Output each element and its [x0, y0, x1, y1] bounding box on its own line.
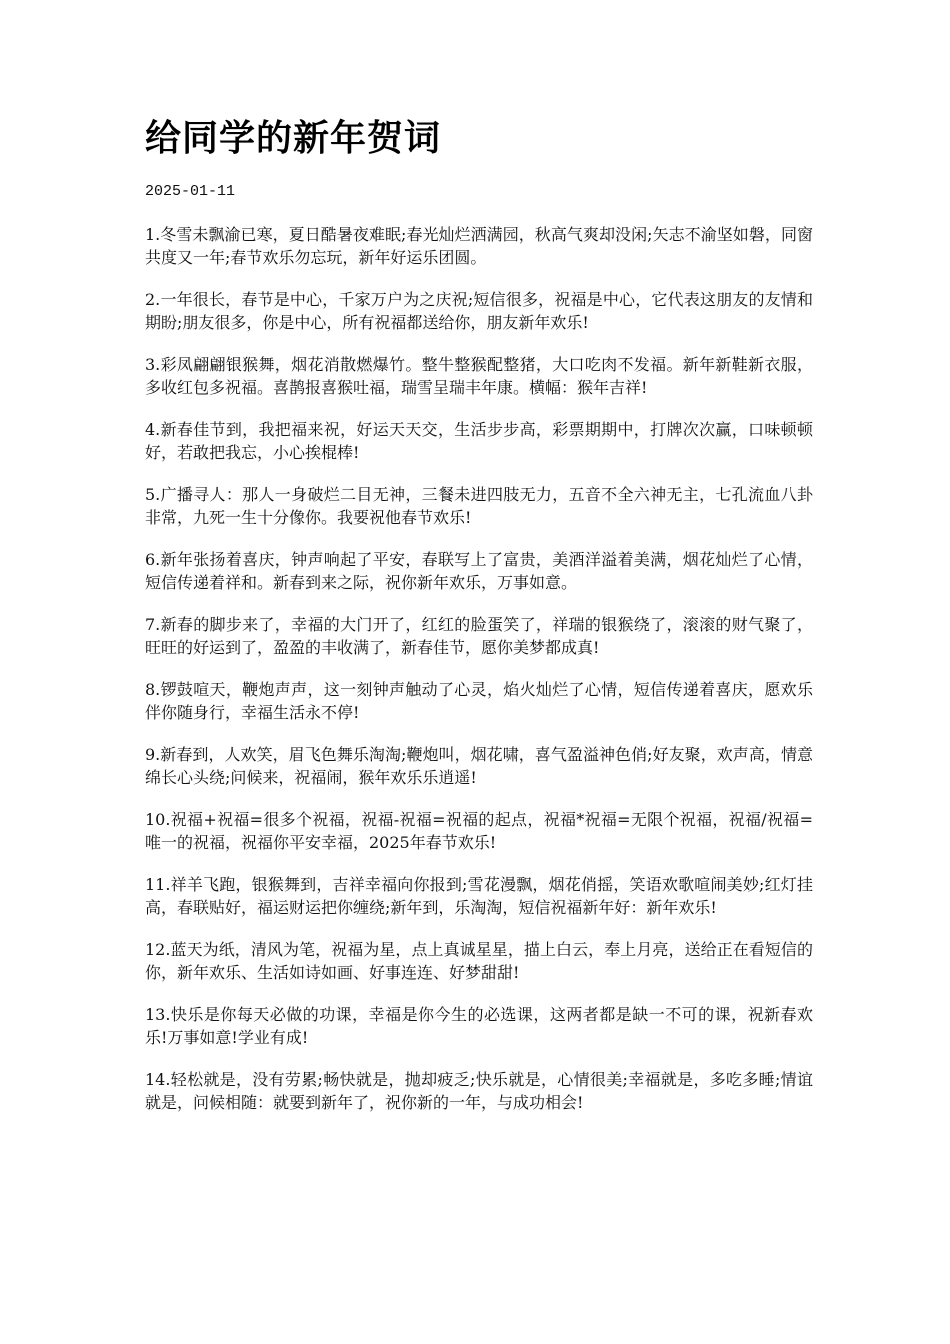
greeting-paragraph: 6.新年张扬着喜庆，钟声响起了平安，春联写上了富贵，美酒洋溢着美满，烟花灿烂了心情，短信传递着祥和。新春到来之际，祝你新年欢乐，万事如意。: [145, 550, 813, 592]
greeting-paragraph: 10.祝福+祝福=很多个祝福，祝福-祝福=祝福的起点，祝福*祝福=无限个祝福，祝福/祝福=唯一的祝福，祝福你平安幸福，2025年春节欢乐!: [145, 810, 813, 852]
greeting-paragraph: 2.一年很长，春节是中心，千家万户为之庆祝;短信很多，祝福是中心，它代表这朋友的友情和期盼;朋友很多，你是中心，所有祝福都送给你，朋友新年欢乐!: [145, 290, 813, 332]
greeting-paragraph: 11.祥羊飞跑，银猴舞到，吉祥幸福向你报到;雪花漫飘，烟花俏摇，笑语欢歌喧闹美妙;红灯挂高，春联贴好，福运财运把你缠绕;新年到，乐淘淘，短信祝福新年好：新年欢乐!: [145, 875, 813, 917]
greeting-paragraph: 9.新春到，人欢笑，眉飞色舞乐淘淘;鞭炮叫，烟花啸，喜气盈溢神色俏;好友聚，欢声高，情意绵长心头绕;问候来，祝福闹，猴年欢乐乐逍遥!: [145, 745, 813, 787]
document-title: 给同学的新年贺词: [145, 118, 442, 159]
greeting-paragraph: 1.冬雪未飘渝已寒，夏日酷暑夜难眠;春光灿烂洒满园，秋高气爽却没闲;矢志不渝坚如磐，同窗共度又一年;春节欢乐勿忘玩，新年好运乐团圆。: [145, 225, 813, 267]
greeting-paragraph: 4.新春佳节到，我把福来祝，好运天天交，生活步步高，彩票期期中，打牌次次赢，口味顿顿好，若敢把我忘，小心挨棍棒!: [145, 420, 813, 462]
greeting-paragraph: 5.广播寻人：那人一身破烂二目无神，三餐未进四肢无力，五音不全六神无主，七孔流血八卦非常，九死一生十分像你。我要祝他春节欢乐!: [145, 485, 813, 527]
greeting-paragraph: 3.彩凤翩翩银猴舞，烟花消散燃爆竹。整牛整猴配整猪，大口吃肉不发福。新年新鞋新衣服，多收红包多祝福。喜鹊报喜猴吐福，瑞雪呈瑞丰年康。横幅：猴年吉祥!: [145, 355, 813, 397]
publish-date: 2025-01-11: [145, 183, 236, 200]
greeting-paragraph: 8.锣鼓喧天，鞭炮声声，这一刻钟声触动了心灵，焰火灿烂了心情，短信传递着喜庆，愿欢乐伴你随身行，幸福生活永不停!: [145, 680, 813, 722]
greeting-paragraph: 7.新春的脚步来了，幸福的大门开了，红红的脸蛋笑了，祥瑞的银猴绕了，滚滚的财气聚了，旺旺的好运到了，盈盈的丰收满了，新春佳节，愿你美梦都成真!: [145, 615, 813, 657]
greeting-paragraph: 13.快乐是你每天必做的功课，幸福是你今生的必选课，这两者都是缺一不可的课，祝新春欢乐!万事如意!学业有成!: [145, 1005, 813, 1047]
greeting-paragraph: 12.蓝天为纸，清风为笔，祝福为星，点上真诚星星，描上白云，奉上月亮，送给正在看短信的你，新年欢乐、生活如诗如画、好事连连、好梦甜甜!: [145, 940, 813, 982]
greeting-paragraph: 14.轻松就是，没有劳累;畅快就是，抛却疲乏;快乐就是，心情很美;幸福就是，多吃多睡;情谊就是，问候相随：就要到新年了，祝你新的一年，与成功相会!: [145, 1070, 813, 1112]
document-page: [145, 113, 813, 1134]
greeting-list: [145, 224, 813, 1114]
